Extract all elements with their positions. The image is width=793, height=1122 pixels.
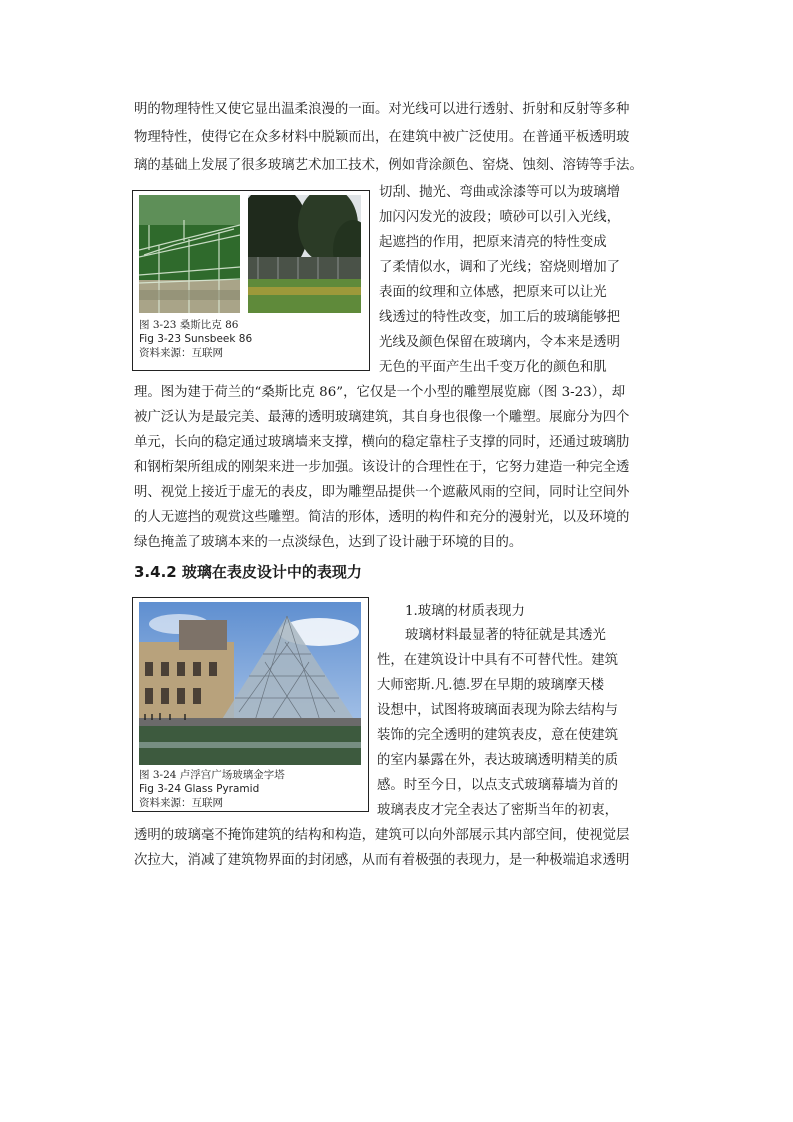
louvre-pyramid-photo <box>139 602 361 765</box>
text-line: 璃的基础上发展了很多玻璃艺术加工技术，例如背涂颜色、窑烧、蚀刻、溶铸等手法。 <box>134 158 643 173</box>
text-line: 明、视觉上接近于虚无的表皮，即为雕塑品提供一个遮蔽风雨的空间，同时让空间外 <box>134 485 630 500</box>
subheading: 1.玻璃的材质表现力 <box>405 604 525 619</box>
figure-caption-en: Fig 3-24 Glass Pyramid <box>139 783 260 795</box>
text-line: 感。时至今日，以点支式玻璃幕墙为首的 <box>377 778 619 793</box>
figure-caption-en: Fig 3-23 Sunsbeek 86 <box>139 333 253 345</box>
text-line: 装饰的完全透明的建筑表皮，意在使建筑 <box>377 728 619 743</box>
text-line: 次拉大，消减了建筑物界面的封闭感，从而有着极强的表现力，是一种极端追求透明 <box>134 853 630 868</box>
text-line: 表面的纹理和立体感，把原来可以让光 <box>379 285 607 300</box>
figure-source: 资料来源：互联网 <box>139 797 223 809</box>
text-line: 设想中，试图将玻璃面表现为除去结构与 <box>377 703 619 718</box>
text-line: 了柔情似水，调和了光线；窑烧则增加了 <box>379 260 621 275</box>
text-line: 被广泛认为是最完美、最薄的透明玻璃建筑，其自身也很像一个雕塑。展廊分为四个 <box>134 410 630 425</box>
text-line: 理。图为建于荷兰的“桑斯比克 86”，它仅是一个小型的雕塑展览廊（图 3-23），却 <box>134 385 626 400</box>
text-line: 无色的平面产生出千变万化的颜色和肌 <box>379 360 607 375</box>
figure-3-23 <box>132 190 370 371</box>
text-line: 明的物理特性又使它显出温柔浪漫的一面。对光线可以进行透射、折射和反射等多种 <box>134 102 630 117</box>
sunsbeek-photo-1 <box>139 195 240 313</box>
text-line: 线透过的特性改变，加工后的玻璃能够把 <box>379 310 621 325</box>
sunsbeek-photo-2 <box>248 195 361 313</box>
figure-caption-cn: 图 3-23 桑斯比克 86 <box>139 319 239 331</box>
text-line: 光线及颜色保留在玻璃内，令本来是透明 <box>379 335 621 350</box>
text-line: 单元，长向的稳定通过玻璃墙来支撑，横向的稳定靠柱子支撑的同时，还通过玻璃肋 <box>134 435 630 450</box>
text-line: 玻璃材料最显著的特征就是其透光 <box>405 628 606 643</box>
text-line: 物理特性，使得它在众多材料中脱颖而出，在建筑中被广泛使用。在普通平板透明玻 <box>134 130 630 145</box>
text-line: 的室内暴露在外，表达玻璃透明精美的质 <box>377 753 619 768</box>
text-line: 性，在建筑设计中具有不可替代性。建筑 <box>377 653 619 668</box>
section-heading: 3.4.2 玻璃在表皮设计中的表现力 <box>134 563 362 581</box>
text-line: 切刮、抛光、弯曲或涂漆等可以为玻璃增 <box>379 185 621 200</box>
text-line: 起遮挡的作用，把原来清亮的特性变成 <box>379 235 607 250</box>
text-line: 加闪闪发光的波段；喷砂可以引入光线， <box>379 210 621 225</box>
figure-source: 资料来源：互联网 <box>139 347 223 359</box>
text-line: 的人无遮挡的观赏这些雕塑。简洁的形体，透明的构件和充分的漫射光，以及环境的 <box>134 510 630 525</box>
text-line: 绿色掩盖了玻璃本来的一点淡绿色，达到了设计融于环境的目的。 <box>134 535 523 550</box>
text-line: 透明的玻璃毫不掩饰建筑的结构和构造，建筑可以向外部展示其内部空间，使视觉层 <box>134 828 630 843</box>
text-line: 玻璃表皮才完全表达了密斯当年的初衷， <box>377 803 619 818</box>
text-line: 大师密斯.凡.德.罗在早期的玻璃摩天楼 <box>377 678 605 693</box>
text-line: 和钢桁架所组成的刚架来进一步加强。该设计的合理性在于，它努力建造一种完全透 <box>134 460 630 475</box>
figure-3-24 <box>132 597 369 812</box>
figure-caption-cn: 图 3-24 卢浮宫广场玻璃金字塔 <box>139 769 285 781</box>
